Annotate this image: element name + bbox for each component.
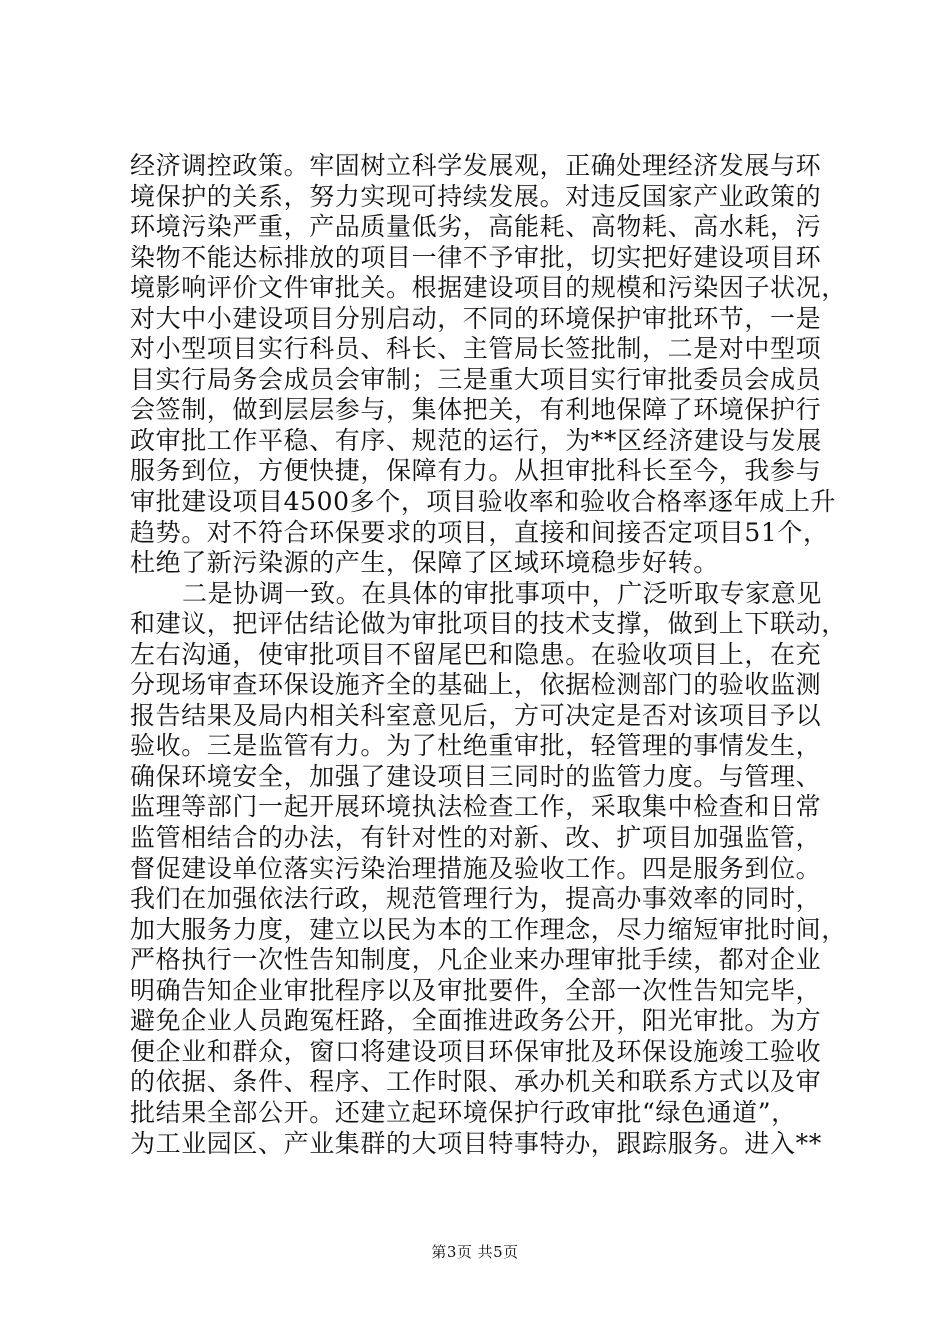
text-line: 趋势。对不符合环保要求的项目，直接和间接否定项目51个， bbox=[130, 517, 829, 547]
text-line: 目实行局务会成员会审制；三是重大项目实行审批委员会成员 bbox=[130, 364, 822, 394]
text-line: 对大中小建设项目分别启动，不同的环境保护审批环节，一是 bbox=[130, 303, 822, 333]
text-line: 为工业园区、产业集群的大项目特事特办，跟踪服务。进入** bbox=[130, 1128, 822, 1158]
text-line: 确保环境安全，加强了建设项目三同时的监管力度。与管理、 bbox=[130, 761, 822, 791]
text-line: 和建议，把评估结论做为审批项目的技术支撑，做到上下联动， bbox=[130, 609, 847, 639]
text-line: 会签制，做到层层参与，集体把关，有利地保障了环境保护行 bbox=[130, 395, 822, 425]
text-line: 加大服务力度，建立以民为本的工作理念，尽力缩短审批时间， bbox=[130, 914, 847, 944]
text-line: 批结果全部公开。还建立起环境保护行政审批“绿色通道”， bbox=[130, 1097, 797, 1127]
text-line: 染物不能达标排放的项目一律不予审批，切实把好建设项目环 bbox=[130, 242, 822, 272]
text-line: 明确告知企业审批程序以及审批要件，全部一次性告知完毕， bbox=[130, 975, 822, 1005]
text-line: 我们在加强依法行政，规范管理行为，提高办事效率的同时， bbox=[130, 884, 822, 914]
text-line: 政审批工作平稳、有序、规范的运行，为**区经济建设与发展 bbox=[130, 425, 822, 455]
text-line: 报告结果及局内相关科室意见后，方可决定是否对该项目予以 bbox=[130, 700, 822, 730]
text-line: 审批建设项目4500多个，项目验收率和验收合格率逐年成上升 bbox=[130, 487, 837, 517]
text-line: 分现场审查环保设施齐全的基础上，依据检测部门的验收监测 bbox=[130, 670, 822, 700]
text-line: 便企业和群众，窗口将建设项目环保审批及环保设施竣工验收 bbox=[130, 1036, 822, 1066]
text-line: 左右沟通，使审批项目不留尾巴和隐患。在验收项目上，在充 bbox=[130, 639, 822, 669]
body-text bbox=[130, 151, 850, 1159]
text-line: 监管相结合的办法，有针对性的对新、改、扩项目加强监管， bbox=[130, 823, 822, 853]
page-footer: 第3页 共5页 bbox=[431, 1243, 519, 1261]
text-line: 验收。三是监管有力。为了杜绝重审批，轻管理的事情发生， bbox=[130, 731, 822, 761]
text-line: 严格执行一次性告知制度，凡企业来办理审批手续，都对企业 bbox=[130, 945, 822, 975]
text-line: 的依据、条件、程序、工作时限、承办机关和联系方式以及审 bbox=[130, 1067, 822, 1097]
text-line: 经济调控政策。牢固树立科学发展观，正确处理经济发展与环 bbox=[130, 151, 822, 180]
text-line: 避免企业人员跑冤枉路，全面推进政务公开，阳光审批。为方 bbox=[130, 1006, 822, 1036]
text-line: 服务到位，方便快捷，保障有力。从担审批科长至今，我参与 bbox=[130, 456, 822, 486]
text-line: 环境污染严重，产品质量低劣，高能耗、高物耗、高水耗，污 bbox=[130, 212, 822, 242]
text-line: 二是协调一致。在具体的审批事项中，广泛听取专家意见 bbox=[182, 578, 823, 608]
text-line: 境保护的关系，努力实现可持续发展。对违反国家产业政策的 bbox=[130, 181, 822, 211]
text-line: 境影响评价文件审批关。根据建设项目的规模和污染因子状况， bbox=[130, 273, 847, 303]
text-line: 督促建设单位落实污染治理措施及验收工作。四是服务到位。 bbox=[130, 853, 822, 883]
text-line: 对小型项目实行科员、科长、主管局长签批制，二是对中型项 bbox=[130, 334, 822, 364]
text-line: 杜绝了新污染源的产生，保障了区域环境稳步好转。 bbox=[130, 548, 719, 578]
text-line: 监理等部门一起开展环境执法检查工作，采取集中检查和日常 bbox=[130, 792, 822, 822]
